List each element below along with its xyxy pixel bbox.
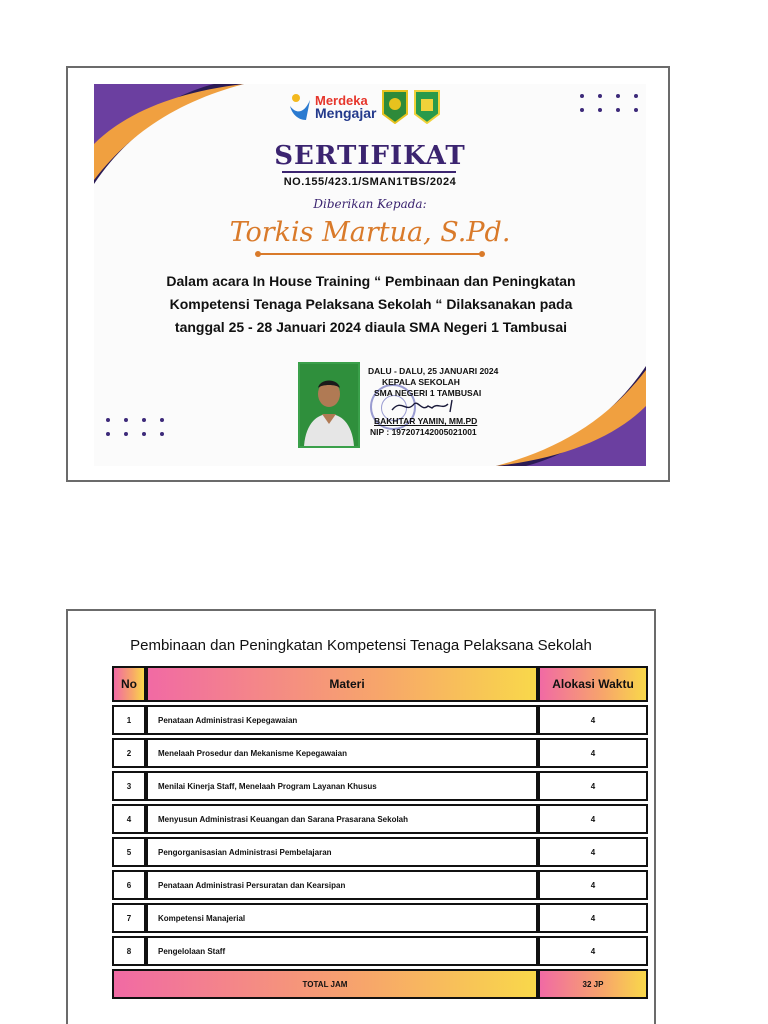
sign-place-date: DALU - DALU, 25 JANUARI 2024: [368, 366, 499, 376]
row-alokasi: 4: [538, 771, 648, 801]
signature-block: [368, 366, 538, 438]
table-row: [112, 804, 648, 834]
certificate-body: [94, 84, 646, 466]
header-alokasi-waktu: Alokasi Waktu: [538, 666, 648, 702]
row-materi: Penataan Administrasi Kepegawaian: [146, 705, 538, 735]
table-total-row: [112, 969, 648, 999]
curriculum-title: Pembinaan dan Peningkatan Kompetensi Tenaga Pelaksana Sekolah: [130, 637, 592, 654]
row-no: 3: [112, 771, 146, 801]
table-row: [112, 738, 648, 768]
row-no: 8: [112, 936, 146, 966]
row-materi: Pengorganisasian Administrasi Pembelajaran: [146, 837, 538, 867]
row-materi: Penataan Administrasi Persuratan dan Kearsipan: [146, 870, 538, 900]
total-value: 32 JP: [538, 969, 648, 999]
logo-block: [288, 90, 440, 124]
row-materi: Menilai Kinerja Staff, Menelaah Program Layanan Khusus: [146, 771, 538, 801]
description-line: Kompetensi Tenaga Pelaksana Sekolah “ Dilaksanakan pada: [169, 296, 573, 312]
sign-nip: NIP : 197207142005021001: [370, 427, 477, 437]
row-no: 6: [112, 870, 146, 900]
title-underline: [282, 171, 456, 173]
row-alokasi: 4: [538, 804, 648, 834]
certificate-title: SERTIFIKAT: [274, 141, 466, 171]
curriculum-table: [112, 663, 648, 1002]
table-row: [112, 870, 648, 900]
certificate-page: [66, 66, 670, 482]
row-no: 7: [112, 903, 146, 933]
sign-school: SMA NEGERI 1 TAMBUSAI: [374, 388, 482, 398]
table-row: [112, 837, 648, 867]
merdeka-mengajar-logo: [288, 92, 376, 122]
header-materi: Materi: [146, 666, 538, 702]
table-row: [112, 771, 648, 801]
table-row: [112, 705, 648, 735]
name-underline: [258, 253, 482, 255]
given-to-label: Diberikan Kepada:: [313, 197, 427, 211]
dots-decoration: [106, 418, 168, 436]
sign-role: KEPALA SEKOLAH: [382, 377, 460, 387]
table-row: [112, 936, 648, 966]
regency-emblem-icon: [414, 90, 440, 124]
province-emblem-icon: [382, 90, 408, 124]
row-materi: Pengelolaan Staff: [146, 936, 538, 966]
merdeka-mengajar-icon: [288, 92, 312, 122]
row-alokasi: 4: [538, 738, 648, 768]
row-alokasi: 4: [538, 837, 648, 867]
row-no: 1: [112, 705, 146, 735]
row-no: 2: [112, 738, 146, 768]
logo-line-1: Merdeka: [315, 93, 368, 108]
row-materi: Menyusun Administrasi Keuangan dan Sarana Prasarana Sekolah: [146, 804, 538, 834]
row-materi: Menelaah Prosedur dan Mekanisme Kepegawaian: [146, 738, 538, 768]
dots-decoration: [580, 94, 642, 112]
header-no: No: [112, 666, 146, 702]
row-alokasi: 4: [538, 705, 648, 735]
row-alokasi: 4: [538, 936, 648, 966]
table-header-row: [112, 666, 648, 702]
logo-line-2: Mengajar: [315, 105, 377, 121]
total-label: TOTAL JAM: [112, 969, 538, 999]
curriculum-page: [66, 609, 656, 1024]
row-alokasi: 4: [538, 870, 648, 900]
row-alokasi: 4: [538, 903, 648, 933]
table-row: [112, 903, 648, 933]
sign-name: BAKHTAR YAMIN, MM.PD: [374, 416, 478, 426]
row-no: 4: [112, 804, 146, 834]
certificate-number: NO.155/423.1/SMAN1TBS/2024: [283, 176, 457, 188]
recipient-name: Torkis Martua, S.Pd.: [229, 217, 511, 248]
description-line: tanggal 25 - 28 Januari 2024 diaula SMA Negeri 1 Tambusai: [174, 319, 568, 335]
description-line: Dalam acara In House Training “ Pembinaan dan Peningkatan: [166, 273, 576, 289]
row-no: 5: [112, 837, 146, 867]
certificate-description: [134, 270, 608, 339]
recipient-photo: [298, 362, 360, 448]
row-materi: Kompetensi Manajerial: [146, 903, 538, 933]
